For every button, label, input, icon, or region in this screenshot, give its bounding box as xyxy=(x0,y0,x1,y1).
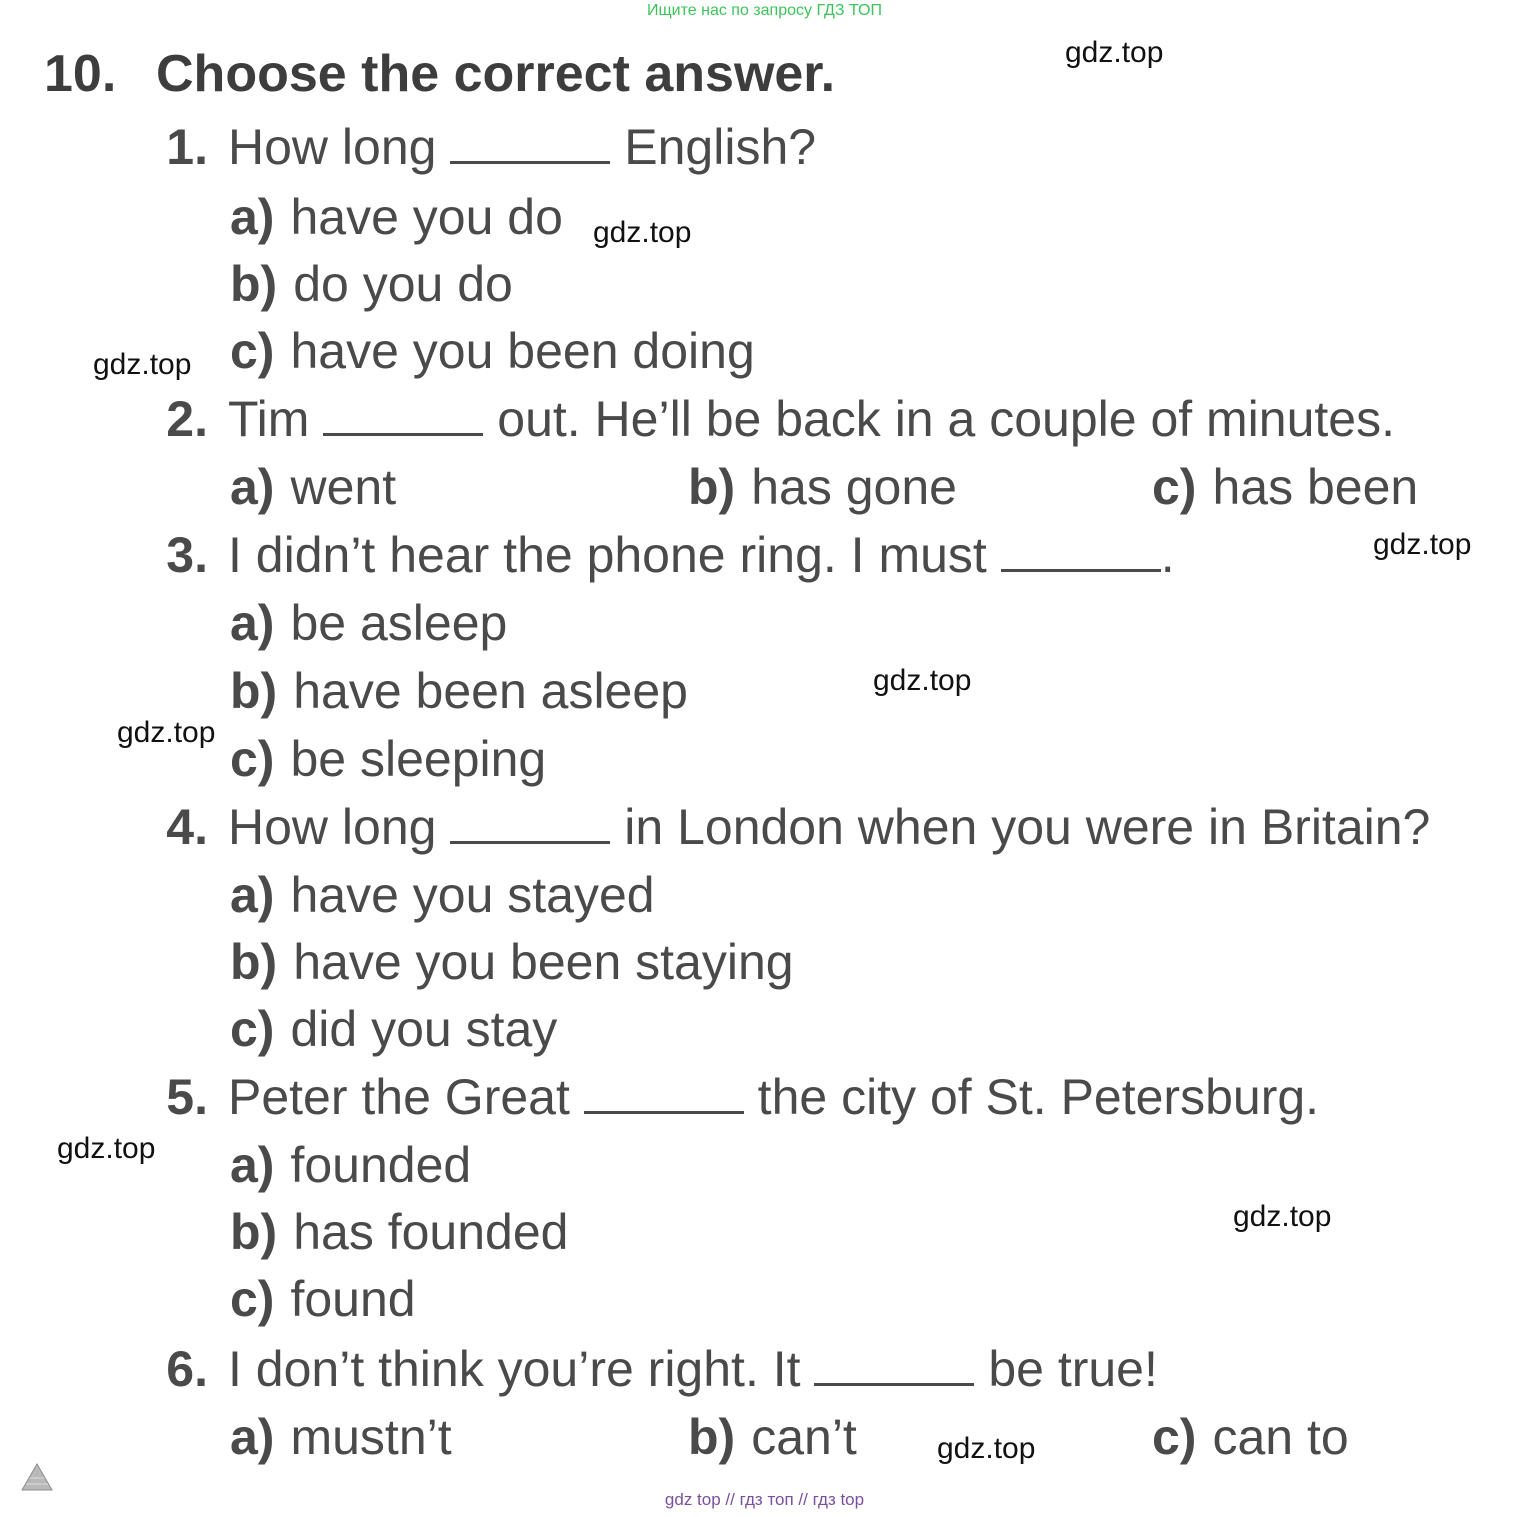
exercise-number: 10. xyxy=(44,45,117,103)
option-letter: c) xyxy=(230,1271,275,1327)
question-3 xyxy=(166,526,1175,584)
option-letter: b) xyxy=(230,1204,278,1260)
watermark: gdz.top xyxy=(873,664,972,697)
answer-blank xyxy=(450,131,610,164)
option-text: have been asleep xyxy=(293,663,688,719)
question-text-before: Peter the Great xyxy=(228,1069,570,1125)
option-2b xyxy=(688,458,957,516)
option-text: has gone xyxy=(751,459,957,515)
question-4 xyxy=(166,798,1431,856)
option-2a xyxy=(230,458,396,516)
option-text: be asleep xyxy=(290,595,508,651)
option-letter: a) xyxy=(230,1409,275,1465)
option-letter: c) xyxy=(230,731,275,787)
question-text-before: I didn’t hear the phone ring. I must xyxy=(228,527,987,583)
option-letter: b) xyxy=(230,256,278,312)
question-text-after: English? xyxy=(624,119,817,175)
option-5b xyxy=(230,1203,568,1261)
answer-blank xyxy=(584,1081,744,1114)
answer-blank xyxy=(450,811,610,844)
question-number: 1. xyxy=(166,119,208,175)
option-4a xyxy=(230,866,655,924)
option-letter: a) xyxy=(230,867,275,923)
question-number: 3. xyxy=(166,527,208,583)
watermark: gdz.top xyxy=(93,348,192,381)
option-1c xyxy=(230,322,755,380)
option-6a xyxy=(230,1408,452,1466)
watermark: gdz.top xyxy=(593,216,692,249)
option-letter: c) xyxy=(1152,1409,1197,1465)
option-1b xyxy=(230,255,513,313)
option-2c xyxy=(1152,458,1418,516)
option-text: has founded xyxy=(293,1204,569,1260)
triangle-logo-icon xyxy=(20,1462,54,1492)
footer: gdz top // гдз топ // гдз top xyxy=(664,1490,865,1509)
option-6b xyxy=(688,1408,857,1466)
option-text: did you stay xyxy=(290,1001,558,1057)
watermark: gdz.top xyxy=(117,716,216,749)
option-letter: b) xyxy=(688,1409,736,1465)
exercise-title: Choose the correct answer. xyxy=(156,45,836,103)
question-number: 2. xyxy=(166,391,208,447)
top-banner: Ищите нас по запросу ГДЗ ТОП xyxy=(647,2,882,19)
question-text-after: be true! xyxy=(988,1341,1158,1397)
option-3b xyxy=(230,662,688,720)
option-text: has been xyxy=(1212,459,1419,515)
option-letter: c) xyxy=(1152,459,1197,515)
question-2 xyxy=(166,390,1395,448)
option-letter: a) xyxy=(230,459,275,515)
option-1a xyxy=(230,188,563,246)
question-text-before: I don’t think you’re right. It xyxy=(228,1341,801,1397)
option-text: have you do xyxy=(290,189,563,245)
question-text-after: in London when you were in Britain? xyxy=(624,799,1431,855)
watermark: gdz.top xyxy=(1373,528,1472,561)
option-text: found xyxy=(290,1271,416,1327)
option-text: be sleeping xyxy=(290,731,547,787)
option-4b xyxy=(230,933,794,991)
option-3a xyxy=(230,594,507,652)
watermark: gdz.top xyxy=(57,1132,156,1165)
question-text-after: . xyxy=(1160,527,1175,583)
option-letter: c) xyxy=(230,323,275,379)
question-text-before: Tim xyxy=(228,391,310,447)
question-6 xyxy=(166,1340,1158,1398)
question-5 xyxy=(166,1068,1320,1126)
option-letter: a) xyxy=(230,1137,275,1193)
option-text: have you been doing xyxy=(290,323,755,379)
answer-blank xyxy=(814,1353,974,1386)
option-letter: a) xyxy=(230,189,275,245)
option-6c xyxy=(1152,1408,1349,1466)
option-letter: a) xyxy=(230,595,275,651)
option-letter: b) xyxy=(230,934,278,990)
watermark: gdz.top xyxy=(937,1432,1036,1465)
question-1 xyxy=(166,118,817,176)
watermark: gdz.top xyxy=(1065,36,1164,69)
option-text: can’t xyxy=(751,1409,857,1465)
option-text: can to xyxy=(1212,1409,1349,1465)
option-text: mustn’t xyxy=(290,1409,452,1465)
question-text-after: the city of St. Petersburg. xyxy=(757,1069,1320,1125)
answer-blank xyxy=(1001,539,1161,572)
question-text-after: out. He’ll be back in a couple of minutes. xyxy=(497,391,1395,447)
option-4c xyxy=(230,1000,557,1058)
option-5c xyxy=(230,1270,416,1328)
option-text: have you stayed xyxy=(290,867,655,923)
option-letter: b) xyxy=(688,459,736,515)
exercise-heading xyxy=(44,44,835,104)
question-number: 4. xyxy=(166,799,208,855)
option-letter: c) xyxy=(230,1001,275,1057)
option-text: do you do xyxy=(293,256,513,312)
answer-blank xyxy=(323,403,483,436)
question-number: 6. xyxy=(166,1341,208,1397)
option-text: went xyxy=(290,459,397,515)
question-text-before: How long xyxy=(228,799,437,855)
option-text: have you been staying xyxy=(293,934,794,990)
question-text-before: How long xyxy=(228,119,437,175)
option-5a xyxy=(230,1136,471,1194)
option-text: founded xyxy=(290,1137,472,1193)
option-3c xyxy=(230,730,546,788)
watermark: gdz.top xyxy=(1233,1200,1332,1233)
option-letter: b) xyxy=(230,663,278,719)
question-number: 5. xyxy=(166,1069,208,1125)
